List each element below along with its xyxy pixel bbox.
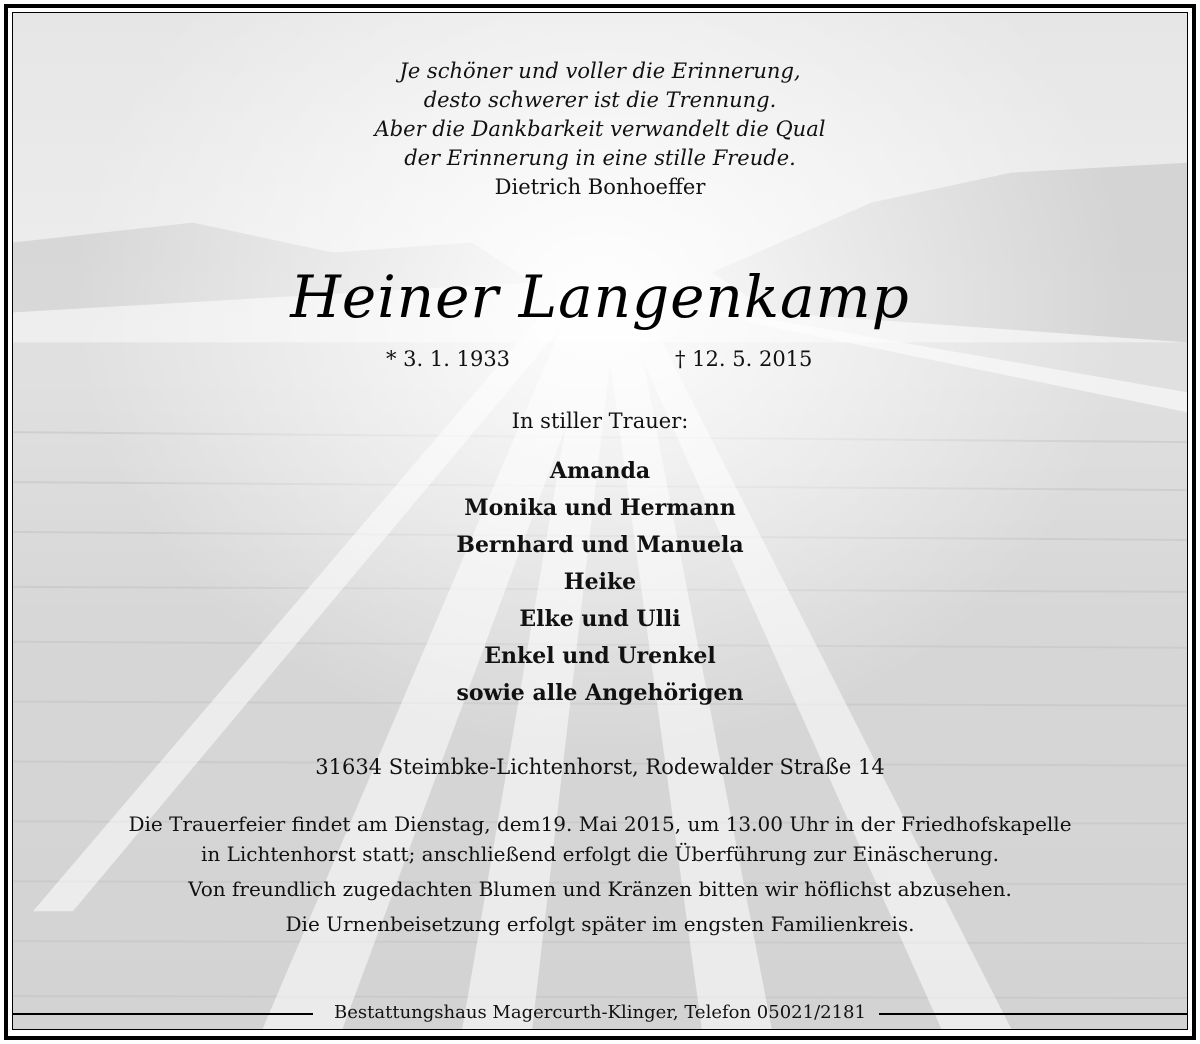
obituary-panel — [12, 12, 1188, 1030]
mourners-list — [13, 453, 1187, 712]
mourner-name: Elke und Ulli — [519, 606, 681, 632]
quote-line: desto schwerer ist die Trennung. — [423, 88, 777, 112]
mourner-name: Amanda — [549, 458, 651, 484]
funeral-notice — [13, 809, 1187, 939]
deceased-name: Heiner Langenkamp — [290, 263, 910, 331]
birth-date: * 3. 1. 1933 — [386, 347, 511, 371]
quote-line: Aber die Dankbarkeit verwandelt die Qual — [374, 117, 826, 141]
death-date: † 12. 5. 2015 — [675, 347, 813, 371]
quote-line: der Erinnerung in eine stille Freude. — [404, 146, 796, 170]
mourning-intro: In stiller Trauer: — [511, 409, 689, 433]
mourner-name: Enkel und Urenkel — [484, 643, 716, 669]
quote-line: Je schöner und voller die Erinnerung, — [399, 59, 801, 83]
funeral-home-contact: Bestattungshaus Magercurth-Klinger, Telefon 05021/2181 — [334, 1002, 866, 1023]
mourner-name: sowie alle Angehörigen — [456, 680, 744, 706]
family-address: 31634 Steimbke-Lichtenhorst, Rodewalder Straße 14 — [315, 755, 885, 779]
bonhoeffer-quote — [13, 57, 1187, 202]
quote-author: Dietrich Bonhoeffer — [494, 175, 706, 199]
funeral-home-footer — [13, 1002, 1187, 1023]
mourner-name: Heike — [563, 569, 637, 595]
notice-line: Die Trauerfeier findet am Dienstag, dem19. Mai 2015, um 13.00 Uhr in der Friedhofskapelle — [128, 812, 1072, 836]
notice-line: in Lichtenhorst statt; anschließend erfolgt die Überführung zur Einäscherung. — [200, 842, 1000, 866]
mourner-name: Monika und Hermann — [464, 495, 736, 521]
notice-line: Die Urnenbeisetzung erfolgt später im engsten Familienkreis. — [285, 912, 915, 936]
notice-line: Von freundlich zugedachten Blumen und Kränzen bitten wir höflichst abzusehen. — [188, 877, 1012, 901]
mourner-name: Bernhard und Manuela — [456, 532, 744, 558]
